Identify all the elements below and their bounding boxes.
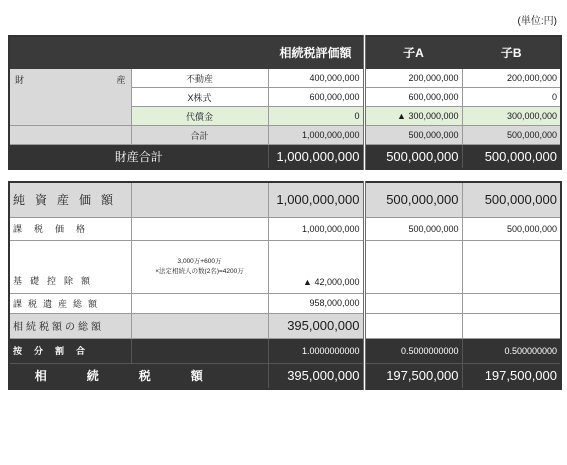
table-row — [9, 217, 561, 240]
deduction-heirs: ×法定相続人の数(2名)=4200万 — [155, 267, 244, 275]
taxable-total-label: 課税遺産総額 — [9, 293, 131, 313]
total-tax-b — [462, 313, 561, 338]
table-row — [9, 293, 561, 313]
header-child-a: 子A — [364, 36, 462, 69]
total-tax-blank — [131, 313, 268, 338]
basic-deduction-b — [462, 240, 561, 293]
basic-deduction-value: ▲ 42,000,000 — [268, 240, 364, 293]
unit-label: (単位:円) — [517, 16, 557, 27]
inheritance-tax-label: 相続税額 — [9, 363, 268, 389]
total-row — [9, 145, 561, 169]
basic-deduction-note — [131, 240, 268, 293]
taxable-value-value: 1,000,000,000 — [268, 217, 364, 240]
a-x-shares: 600,000,000 — [364, 88, 462, 107]
basic-deduction-a — [364, 240, 462, 293]
total-a: 500,000,000 — [364, 145, 462, 169]
inheritance-tax-a: 197,500,000 — [364, 363, 462, 389]
table-row — [9, 69, 561, 88]
inheritance-tax-value: 395,000,000 — [268, 363, 364, 389]
table-row — [9, 182, 561, 217]
total-b: 500,000,000 — [462, 145, 561, 169]
total-label: 財産合計 — [9, 145, 268, 169]
b-compensation: 300,000,000 — [462, 107, 561, 126]
header-valuation: 相続税評価額 — [268, 36, 364, 69]
basic-deduction-label: 基礎控除額 — [9, 240, 131, 293]
deduction-formula: 3,000万+600万 — [177, 257, 222, 265]
taxable-value-label: 課税価格 — [9, 217, 131, 240]
table-row — [9, 363, 561, 389]
property-table — [8, 35, 562, 170]
header-blank — [9, 36, 268, 69]
b-x-shares: 0 — [462, 88, 561, 107]
taxable-total-blank — [131, 293, 268, 313]
taxable-value-b: 500,000,000 — [462, 217, 561, 240]
net-assets-b: 500,000,000 — [462, 182, 561, 217]
table-row — [9, 126, 561, 145]
ratio-value: 1.0000000000 — [268, 338, 364, 363]
total-tax-label: 相続税額の総額 — [9, 313, 131, 338]
item-x-shares: X株式 — [131, 88, 268, 107]
total-tax-a — [364, 313, 462, 338]
value-compensation: 0 — [268, 107, 364, 126]
ratio-label: 按分割合 — [9, 338, 131, 363]
net-assets-blank — [131, 182, 268, 217]
total-tax-value: 395,000,000 — [268, 313, 364, 338]
ratio-blank — [131, 338, 268, 363]
section-label-assets: 財 産 — [9, 69, 131, 126]
item-compensation: 代償金 — [131, 107, 268, 126]
a-compensation: ▲ 300,000,000 — [364, 107, 462, 126]
taxable-value-a: 500,000,000 — [364, 217, 462, 240]
taxable-total-a — [364, 293, 462, 313]
table-row — [9, 338, 561, 363]
value-real-estate: 400,000,000 — [268, 69, 364, 88]
b-subtotal: 500,000,000 — [462, 126, 561, 145]
taxable-total-value: 958,000,000 — [268, 293, 364, 313]
header-child-b: 子B — [462, 36, 561, 69]
item-subtotal: 合計 — [131, 126, 268, 145]
a-subtotal: 500,000,000 — [364, 126, 462, 145]
total-value: 1,000,000,000 — [268, 145, 364, 169]
table-row — [9, 313, 561, 338]
taxable-total-b — [462, 293, 561, 313]
ratio-b: 0.500000000 — [462, 338, 561, 363]
inheritance-tax-b: 197,500,000 — [462, 363, 561, 389]
net-assets-value: 1,000,000,000 — [268, 182, 364, 217]
tax-table — [8, 181, 562, 390]
value-x-shares: 600,000,000 — [268, 88, 364, 107]
item-real-estate: 不動産 — [131, 69, 268, 88]
value-subtotal: 1,000,000,000 — [268, 126, 364, 145]
net-assets-label: 純資産価額 — [9, 182, 131, 217]
net-assets-a: 500,000,000 — [364, 182, 462, 217]
table-row — [9, 240, 561, 293]
b-real-estate: 200,000,000 — [462, 69, 561, 88]
taxable-value-blank — [131, 217, 268, 240]
a-real-estate: 200,000,000 — [364, 69, 462, 88]
subtotal-blank — [9, 126, 131, 145]
ratio-a: 0.5000000000 — [364, 338, 462, 363]
header-row — [9, 36, 561, 69]
